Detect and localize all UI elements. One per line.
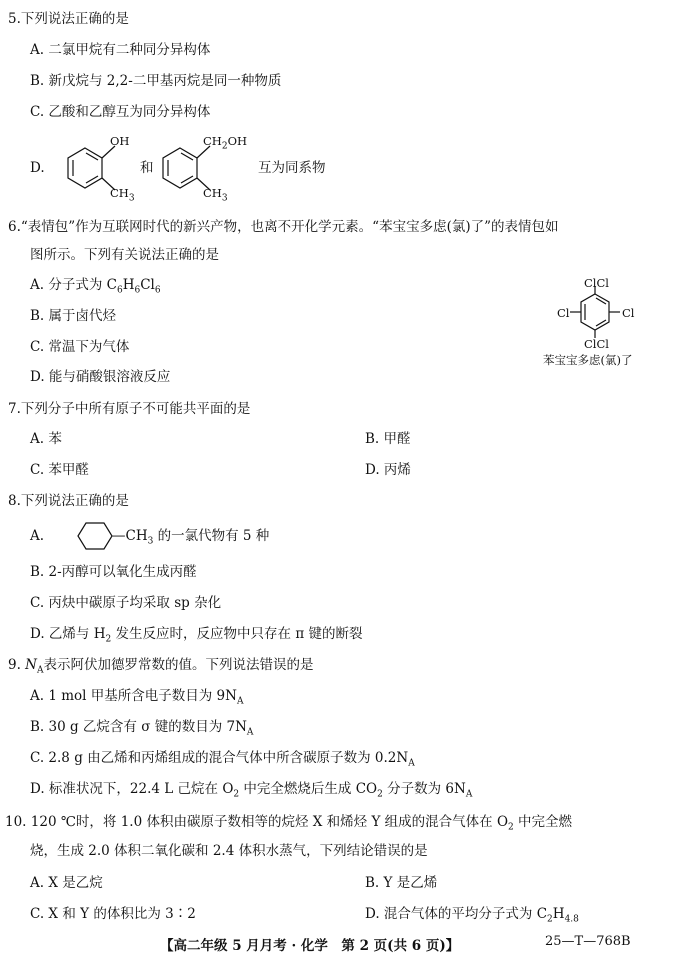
q8-option-a-label: A. xyxy=(30,528,45,544)
q7-option-b: B. 甲醛 xyxy=(365,431,411,447)
q5-and: 和 xyxy=(140,160,154,176)
exam-code: 25—T—768B xyxy=(545,934,631,949)
q10-option-c: C. X 和 Y 的体积比为 3∶2 xyxy=(30,906,196,922)
q5-option-b: B. 新戊烷与 2,2-二甲基丙烷是同一种物质 xyxy=(30,73,282,89)
q6-option-d: D. 能与硝酸银溶液反应 xyxy=(30,369,171,385)
q6-fig-top-cl: ClCl xyxy=(584,276,609,290)
q7-stem: 7.下列分子中所有原子不可能共平面的是 xyxy=(8,401,251,417)
q6-option-c: C. 常温下为气体 xyxy=(30,339,130,355)
q10-stem-line1: 10. 120 ℃时，将 1.0 体积由碳原子数相等的烷烃 X 和烯烃 Y 组成的混合气体在 $O_2$ 中完全燃 xyxy=(5,814,573,833)
q5-option-d-tail: 互为同系物 xyxy=(258,160,326,176)
q5-mol1-ch3: $CH_3$ xyxy=(110,186,135,204)
q6-fig-left-cl: Cl xyxy=(557,306,570,320)
q10-option-b: B. Y 是乙烯 xyxy=(365,875,438,891)
q7-option-a: A. 苯 xyxy=(30,431,62,447)
q6-option-a: A. 分子式为 $C_6H_6Cl_6$ xyxy=(30,277,161,296)
q9-stem: 9. $N_A$表示阿伏加德罗常数的值。下列说法错误的是 xyxy=(8,657,314,676)
q6-stem-line2: 图所示。下列有关说法正确的是 xyxy=(30,247,219,263)
q7-option-d: D. 丙烯 xyxy=(365,462,411,478)
q10-stem-line2: 烧，生成 2.0 体积二氧化碳和 2.4 体积水蒸气，下列结论错误的是 xyxy=(30,843,428,859)
q8-stem: 8.下列说法正确的是 xyxy=(8,493,129,509)
q9-option-b: B. 30 g 乙烷含有 σ 键的数目为 $7N_A$ xyxy=(30,719,254,738)
q5-mol2-ch2oh: $CH_2OH$ xyxy=(203,134,248,152)
q9-option-d: D. 标准状况下，22.4 L 己烷在 $O_2$ 中完全燃烧后生成 $CO_2$ 分子数为 $6N_A$ xyxy=(30,781,473,800)
q10-option-d: D. 混合气体的平均分子式为 $C_2H_{4.8}$ xyxy=(365,906,579,925)
page-footer: 【高二年级 5 月月考 · 化学 第 2 页(共 6 页)】 xyxy=(160,938,460,954)
q8-option-d: D. 乙烯与 $H_2$ 发生反应时，反应物中只存在 π 键的断裂 xyxy=(30,626,363,645)
q6-fig-right-cl: Cl xyxy=(622,306,635,320)
q9-option-a: A. 1 mol 甲基所含电子数目为 $9N_A$ xyxy=(30,688,244,707)
q6-fig-caption: 苯宝宝多虑(氯)了 xyxy=(543,353,633,367)
q10-option-a: A. X 是乙烷 xyxy=(30,875,103,891)
q8-option-a-tail: $—CH_3$ 的一氯代物有 5 种 xyxy=(112,528,270,547)
q9-option-c: C. 2.8 g 由乙烯和丙烯组成的混合气体中所含碳原子数为 $0.2N_A$ xyxy=(30,750,415,769)
q5-mol1-oh: OH xyxy=(110,134,130,148)
q7-option-c: C. 苯甲醛 xyxy=(30,462,89,478)
q6-option-b: B. 属于卤代烃 xyxy=(30,308,117,324)
q5-mol2-ch3: $CH_3$ xyxy=(203,186,228,204)
q8-option-c: C. 丙炔中碳原子均采取 sp 杂化 xyxy=(30,595,222,611)
q5-option-c: C. 乙酸和乙醇互为同分异构体 xyxy=(30,104,211,120)
q6-stem-line1: 6.“表情包”作为互联网时代的新兴产物，也离不开化学元素。“苯宝宝多虑(氯)了”的表情包如 xyxy=(8,219,559,235)
q5-stem: 5.下列说法正确的是 xyxy=(8,11,129,27)
q5-option-d-label: D. xyxy=(30,160,45,176)
q6-fig-bottom-cl: ClCl xyxy=(584,337,609,351)
q8-option-b: B. 2-丙醇可以氧化生成丙醛 xyxy=(30,564,197,580)
q5-option-a: A. 二氯甲烷有二种同分异构体 xyxy=(30,42,211,58)
